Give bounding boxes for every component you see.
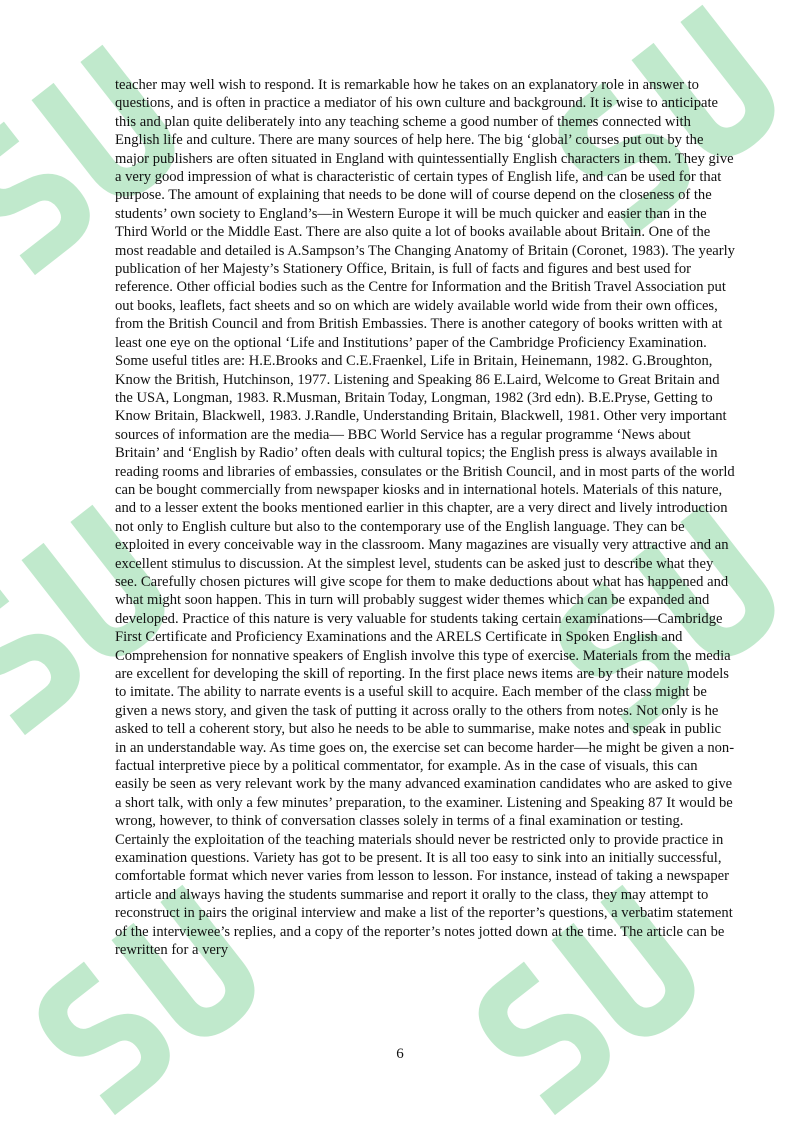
page-number: 6 xyxy=(396,1046,404,1062)
body-paragraph: teacher may well wish to respond. It is remarkable how he takes on an explanatory role in answer to questions, and is often in practice a mediator of his own culture and background. It is wise to anticipate this and plan quite deliberately into any teaching scheme a good number of themes connected with English life and culture. There are many sources of help here. The big ‘global’ courses put out by the major publishers are often situated in England with quintessentially English characters in them. They give a very good impression of what is characteristic of certain types of English life, and can be used for that purpose. The amount of explaining that needs to be done will of course depend on the closeness of the students’ own society to England’s—in Western Europe it will be much quicker and easier than in the Third World or the Middle East. There are also quite a lot of books available about Britain. One of the most readable and detailed is A.Sampson’s The Changing Anatomy of Britain (Coronet, 1983). The yearly publication of her Majesty’s Stationery Office, Britain, is full of facts and figures and best used for reference. Other official bodies such as the Centre for Information and the British Travel Association put out books, leaflets, fact sheets and so on which are widely available world wide from their own offices, from the British Council and from British Embassies. There is another category of books written with at least one eye on the optional ‘Life and Institutions’ paper of the Cambridge Proficiency Examination. Some useful titles are: H.E.Brooks and C.E.Fraenkel, Life in Britain, Heinemann, 1982. G.Broughton, Know the British, Hutchinson, 1977. Listening and Speaking 86 E.Laird, Welcome to Great Britain and the USA, Longman, 1983. R.Musman, Britain Today, Longman, 1982 (3rd edn). B.E.Pryse, Getting to Know Britain, Blackwell, 1983. J.Randle, Understanding Britain, Blackwell, 1981. Other very important sources of information are the media— BBC World Service has a regular programme ‘News about Britain’ and ‘English by Radio’ often deals with cultural topics; the English press is always available in reading rooms and libraries of embassies, consulates or the British Council, and in most parts of the world can be bought commercially from newspaper kiosks and in international hotels. Materials of this nature, and to a lesser extent the books mentioned earlier in this chapter, are a very direct and lively introduction not only to English culture but also to the contemporary use of the English language. They can be exploited in every conceivable way in the classroom. Many magazines are visually very attractive and an excellent stimulus to discussion. At the simplest level, students can be asked just to describe what they see. Carefully chosen pictures will give scope for them to make deductions about what has happened and what might soon happen. This in turn will probably suggest wider themes which can be expanded and developed. Practice of this nature is very valuable for students taking certain examinations—Cambridge First Certificate and Proficiency Examinations and the ARELS Certificate in Spoken English and Comprehension for nonnative speakers of English involve this type of exercise. Materials from the media are excellent for developing the skill of reporting. In the first place news items are by their nature models to imitate. The ability to narrate events is a useful skill to acquire. Each member of the class might be given a news story, and given the task of putting it across orally to the others from notes. Not only is he asked to tell a coherent story, but also he needs to be able to summarise, make notes and speak in public in an understandable way. As time goes on, the exercise set can become harder—he might be given a non-factual interpretive piece by a political commentator, for example. As in the case of visuals, this can easily be seen as very relevant work by the many advanced examination candidates who are asked to give a short talk, with only a few minutes’ preparation, to the examiner. Listening and Speaking 87 It would be wrong, however, to think of conversation classes solely in terms of a final examination or testing. Certainly the exploitation of the teaching materials should never be restricted only to provide practice in examination questions. Variety has got to be present. It is all too easy to sink into an initially successful, comfortable format which never varies from lesson to lesson. For instance, instead of taking a newspaper article and always having the students summarise and report it orally to the class, they may attempt to reconstruct in pairs the original interview and make a list of the reporter’s questions, a verbatim statement of the interviewee’s replies, and a copy of the reporter’s notes jotted down at the time. The article can be rewritten for a very xyxy=(115,77,735,959)
